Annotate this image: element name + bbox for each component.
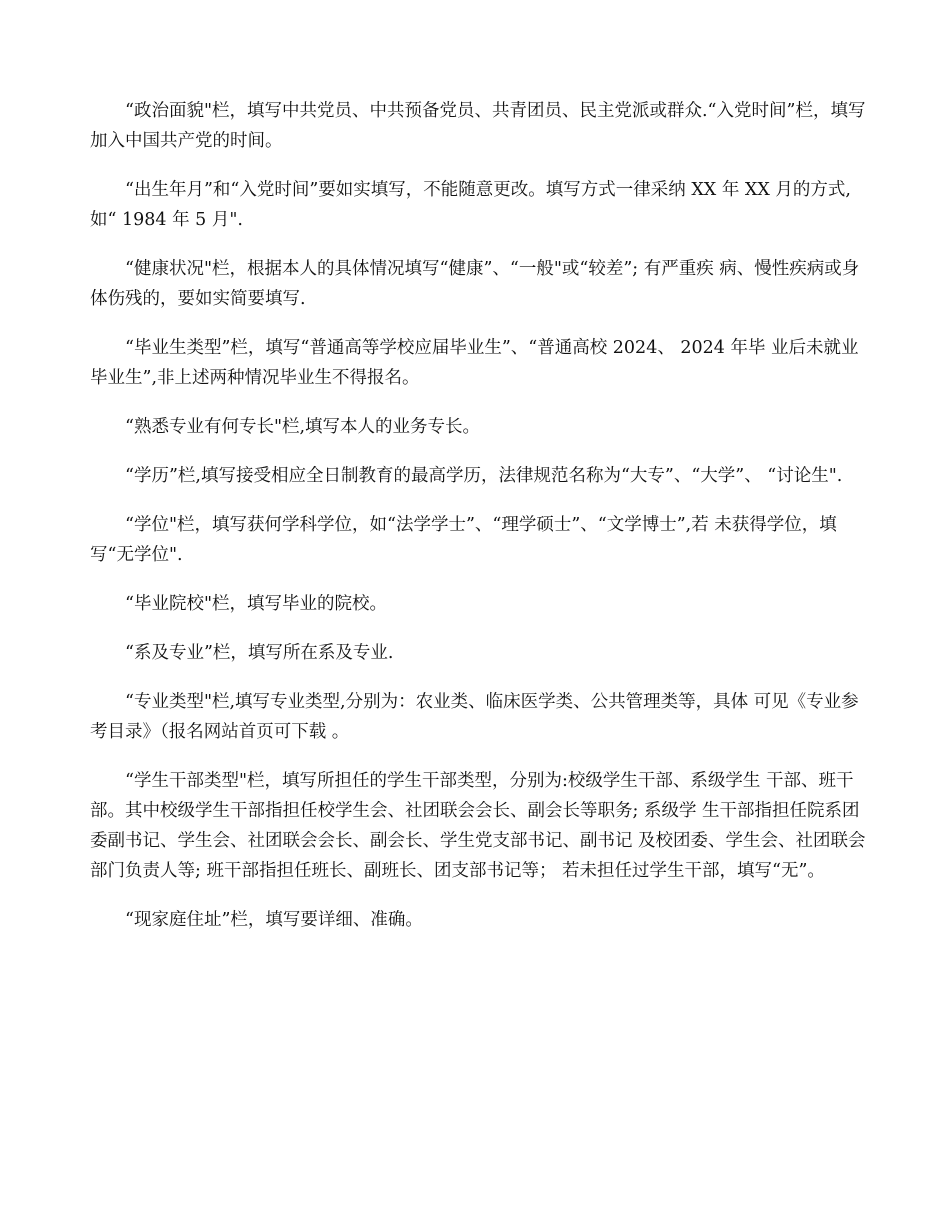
document-body [90, 96, 870, 954]
paragraph-political-status: “政治面貌"栏，填写中共党员、中共预备党员、共青团员、民主党派或群众.“入党时间”栏，填写加入中国共产党的时间。 [90, 101, 866, 151]
paragraph-health-status: “健康状况"栏，根据本人的具体情况填写“健康”、“一般"或“较差”; 有严重疾 病、慢性疾病或身体伤残的，要如实简要填写. [90, 259, 860, 309]
paragraph-major-type: “专业类型"栏,填写专业类型,分别为：农业类、临床医学类、公共管理类等，具体 可见《专业参考目录》（报名网站首页可下载 。 [90, 692, 859, 742]
paragraph-education: “学历”栏,填写接受相应全日制教育的最高学历，法律规范名称为“大专”、“大学”、 “讨论生". [125, 466, 843, 486]
paragraph-home-address: “现家庭住址”栏，填写要详细、准确。 [125, 910, 423, 930]
paragraph-birth-date: “出生年月”和“入党时间”要如实填写，不能随意更改。填写方式一律采纳 XX 年 XX 月的方式,如“ 1984 年 5 月". [90, 180, 851, 230]
paragraph-student-cadre-type: “学生干部类型"栏，填写所担任的学生干部类型，分别为:校级学生干部、系级学生 干部、班干部。其中校级学生干部指担任校学生会、社团联会会长、副会长等职务; 系级学 生干部指担任院系团委副书记、学生会、社团联会会长、副会长、学生党支部书记、副书记 及校团委、学生会、社团联会部门负责人等; 班干部指担任班长、副班长、团支部书记等； 若未担任过学生干部，填写“无”。 [90, 771, 866, 881]
paragraph-graduate-school: “毕业院校"栏，填写毕业的院校。 [125, 594, 387, 614]
paragraph-degree: “学位"栏，填写获何学科学位，如“法学学士”、“理学硕士”、“文学博士”,若 未获得学位，填写“无学位". [90, 515, 837, 565]
paragraph-specialty: “熟悉专业有何专长"栏,填写本人的业务专长。 [125, 417, 481, 437]
paragraph-department-major: “系及专业”栏，填写所在系及专业. [125, 643, 394, 663]
paragraph-graduate-type: “毕业生类型”栏，填写“普通高等学校应届毕业生”、“普通高校 2024、 2024 年毕 业后未就业毕业生”,非上述两种情况毕业生不得报名。 [90, 338, 859, 388]
